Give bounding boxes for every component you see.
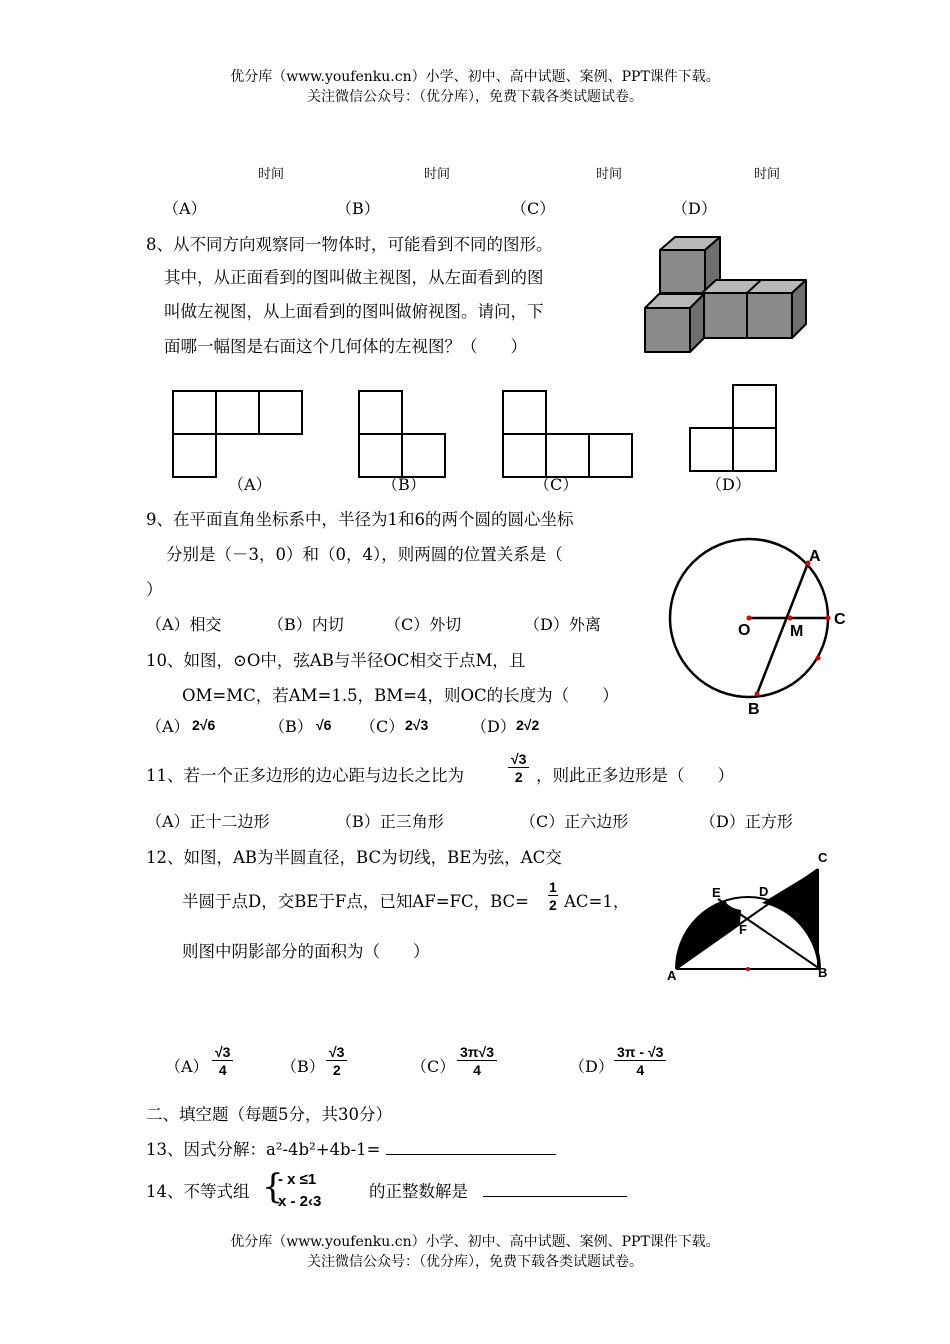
- q8-option-d-figure: [689, 384, 777, 472]
- q12-line-3: 则图中阴影部分的面积为（ ）: [182, 942, 430, 961]
- q11-option-c: （C）正六边形: [520, 812, 629, 831]
- q9-option-a: （A）相交: [146, 615, 222, 634]
- q10-circle-figure: [660, 538, 860, 718]
- q9-option-d: （D）外离: [524, 615, 601, 634]
- q8-line-2: 其中，从正面看到的图叫做主视图，从左面看到的图: [164, 268, 544, 287]
- header-line-2: 关注微信公众号：（优分库），免费下载各类试题试卷。: [307, 89, 643, 105]
- q8-option-c-label: （C）: [534, 475, 579, 494]
- q11-fraction: [508, 751, 529, 785]
- q11-fraction-den: 2: [514, 769, 523, 785]
- q14-text-before: 14、不等式组: [146, 1182, 250, 1201]
- q12-fraction-num: 1: [549, 879, 557, 895]
- q10-option-d-label: （D）: [471, 717, 516, 736]
- q10-label-o: O: [738, 622, 751, 639]
- q8-option-c-figure: [502, 390, 633, 478]
- q12-line-2b: AC=1，: [564, 892, 630, 911]
- q7-option-a: （A）: [163, 199, 207, 218]
- q13-answer-blank[interactable]: [386, 1136, 556, 1155]
- q10-label-c: C: [834, 611, 846, 628]
- q7-axis-label-a: 时间: [258, 167, 285, 182]
- q10-option-b-value: √6: [316, 717, 332, 733]
- q8-option-b-figure: [358, 390, 446, 478]
- q7-option-d: （D）: [672, 199, 717, 218]
- q12-label-d: D: [759, 884, 769, 899]
- footer-line-2: 关注微信公众号：（优分库），免费下载各类试题试卷。: [307, 1254, 643, 1270]
- q11-option-d: （D）正方形: [700, 812, 793, 831]
- q12-option-c-den: 4: [473, 1062, 481, 1078]
- q12-fraction: [548, 879, 558, 913]
- q7-axis-label-c: 时间: [596, 167, 623, 182]
- q7-option-b: （B）: [336, 199, 380, 218]
- q12-option-d-label: （D）: [569, 1057, 614, 1076]
- q8-option-b-label: （B）: [382, 475, 426, 494]
- q10-label-b: B: [748, 701, 760, 718]
- q8-option-a-figure: [172, 390, 303, 478]
- q10-line-1: 10、如图，⊙O中，弦AB与半径OC相交于点M，且: [146, 651, 526, 670]
- q9-line-3: ）: [146, 580, 163, 599]
- q14-brace: {: [262, 1167, 284, 1207]
- q12-option-a-num: √3: [212, 1044, 233, 1061]
- q10-option-c-value: 2√3: [405, 717, 429, 733]
- q10-option-a-label: （A）: [146, 717, 190, 736]
- q12-option-d-frac: [614, 1044, 666, 1078]
- q12-line-1: 12、如图，AB为半圆直径，BC为切线，BE为弦，AC交: [146, 848, 562, 867]
- q11-text-before: 11、若一个正多边形的边心距与边长之比为: [146, 766, 464, 785]
- q8-line-3: 叫做左视图，从上面看到的图叫做俯视图。请问，下: [164, 302, 544, 321]
- q14-inequality-2: x - 2‹3: [278, 1193, 322, 1210]
- q12-option-c-label: （C）: [411, 1057, 456, 1076]
- q8-line-1: 8、从不同方向观察同一物体时，可能看到不同的图形。: [146, 235, 553, 254]
- q7-option-c: （C）: [511, 199, 556, 218]
- q8-solid-figure: [640, 232, 810, 357]
- q12-label-f: F: [739, 922, 747, 937]
- q11-option-b: （B）正三角形: [336, 812, 444, 831]
- q12-label-c: C: [818, 850, 828, 865]
- q12-label-a: A: [667, 968, 677, 983]
- q12-option-b-num: √3: [326, 1044, 347, 1061]
- q10-option-c-label: （C）: [360, 717, 405, 736]
- q14-inequality-1: - x ≤1: [278, 1171, 317, 1188]
- q12-option-d-den: 4: [636, 1062, 645, 1078]
- q11-option-a: （A）正十二边形: [146, 812, 270, 831]
- q7-axis-label-d: 时间: [754, 167, 781, 182]
- q12-semicircle-figure: [662, 850, 842, 985]
- q12-line-2a: 半圆于点D，交BE于F点，已知AF=FC，BC=: [182, 892, 529, 911]
- q12-label-b: B: [818, 965, 828, 980]
- q10-label-a: A: [809, 548, 821, 565]
- q12-option-b-label: （B）: [281, 1057, 325, 1076]
- footer-line-1: 优分库（www.youfenku.cn）小学、初中、高中试题、案例、PPT课件下载。: [230, 1234, 720, 1250]
- q10-option-a-value: 2√6: [192, 717, 216, 733]
- q12-option-a-den: 4: [218, 1062, 227, 1078]
- q12-option-d-num: 3π - √3: [614, 1044, 666, 1061]
- q14-text-after: 的正整数解是: [369, 1182, 468, 1201]
- q10-label-m: M: [790, 623, 804, 640]
- q10-line-2: OM=MC，若AM=1.5，BM=4，则OC的长度为（ ）: [182, 686, 619, 705]
- q12-fraction-den: 2: [549, 897, 557, 913]
- q8-option-d-label: （D）: [706, 475, 751, 494]
- header-line-1: 优分库（www.youfenku.cn）小学、初中、高中试题、案例、PPT课件下载。: [230, 69, 720, 85]
- q8-line-4: 面哪一幅图是右面这个几何体的左视图？（ ）: [164, 337, 527, 356]
- q12-label-e: E: [712, 885, 721, 900]
- q10-option-d-value: 2√2: [516, 717, 540, 733]
- q11-text-after: ，则此正多边形是（ ）: [536, 766, 734, 785]
- q9-line-1: 9、在平面直角坐标系中，半径为1和6的两个圆的圆心坐标: [146, 510, 574, 529]
- q12-option-b-den: 2: [332, 1062, 341, 1078]
- q9-line-2: 分别是（－3，0）和（0，4），则两圆的位置关系是（: [166, 545, 563, 564]
- q12-option-c-num: 3π√3: [457, 1044, 497, 1061]
- q12-option-a-label: （A）: [165, 1057, 209, 1076]
- q8-option-a-label: （A）: [228, 475, 272, 494]
- q13-text: 13、因式分解：a²-4b²+4b-1=: [146, 1140, 381, 1159]
- q9-option-c: （C）外切: [385, 615, 462, 634]
- q9-option-b: （B）内切: [268, 615, 344, 634]
- q12-option-c-frac: [457, 1044, 497, 1078]
- q10-option-b-label: （B）: [269, 717, 313, 736]
- q11-fraction-num: √3: [508, 751, 529, 768]
- q12-option-a-frac: [212, 1044, 233, 1078]
- q14-answer-blank[interactable]: [483, 1178, 627, 1197]
- q7-axis-label-b: 时间: [424, 167, 451, 182]
- section-2-title: 二、填空题（每题5分，共30分）: [146, 1105, 392, 1124]
- q12-option-b-frac: [326, 1044, 347, 1078]
